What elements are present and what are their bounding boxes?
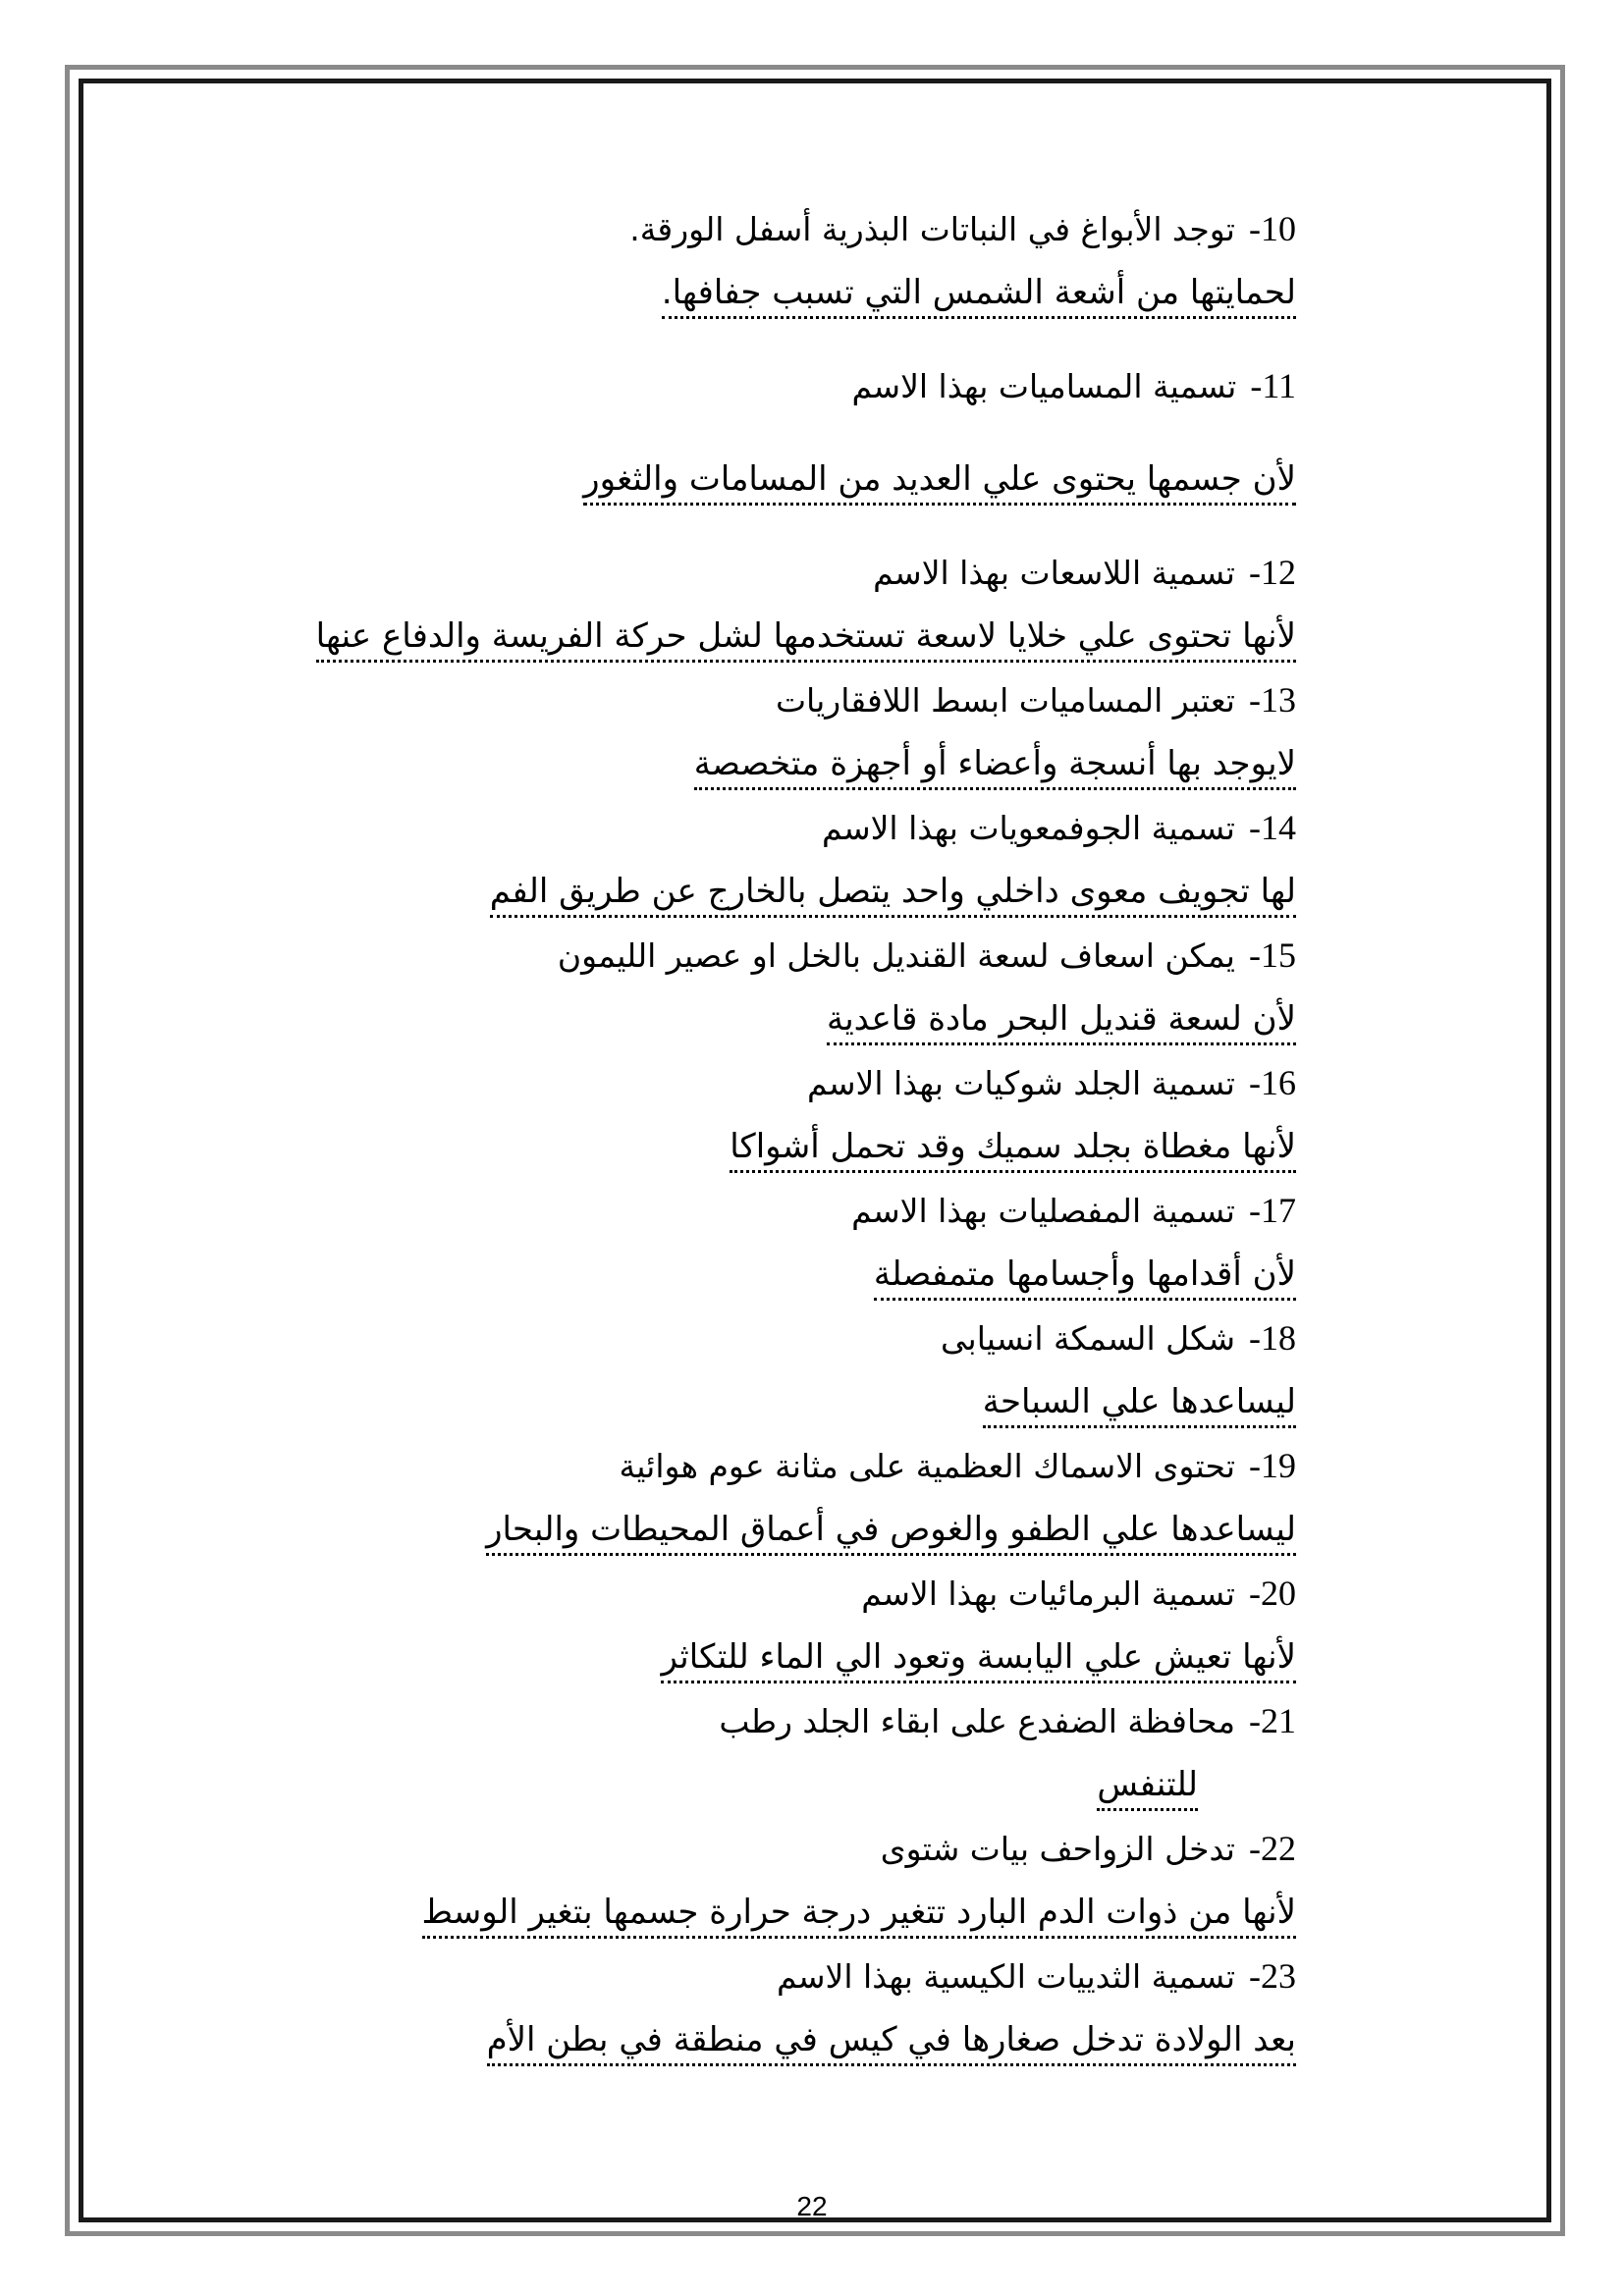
item-number: 14 [1261,808,1296,847]
answer-line [373,860,1296,923]
question-text: تسمية الثدييات الكيسية بهذا الاسم [776,1957,1235,1996]
question-line [373,1944,1296,2008]
question-text: يمكن اسعاف لسعة القنديل بالخل او عصير الليمون [557,936,1235,975]
answer-text: لأنها مغطاة بجلد سميك وقد تحمل أشواكا [730,1127,1296,1173]
answer-text: ليساعدها علي الطفو والغوص في أعماق المحيطات والبحار [486,1510,1296,1556]
question-line [373,1561,1296,1626]
list-item [315,540,1296,667]
question-line [373,795,1296,860]
item-number: 16 [1261,1063,1296,1102]
question-line [373,1050,1296,1115]
question-line [373,667,1296,732]
answer-text: بعد الولادة تدخل صغارها في كيس في منطقة في بطن الأم [487,2020,1296,2066]
list-item [373,1178,1296,1306]
item-number: 18 [1261,1318,1296,1358]
answer-line [373,261,1296,324]
item-number: 10 [1261,209,1296,248]
answer-line [373,732,1296,795]
item-dash: - [1249,553,1261,592]
question-line [373,540,1296,605]
question-text: تسمية الجوفمعويات بهذا الاسم [821,809,1235,847]
list-item [373,1050,1296,1178]
answer-line [373,1243,1296,1306]
answer-line [373,1115,1296,1178]
item-dash: - [1249,1701,1261,1740]
list-item [373,1944,1296,2071]
item-dash: - [1249,680,1261,720]
item-dash: - [1250,366,1263,405]
answer-text: لأن أقدامها وأجسامها متمفصلة [874,1255,1296,1301]
question-text: تعتبر المساميات ابسط اللافقاريات [775,681,1235,720]
question-line [373,1306,1296,1370]
question-text: محافظة الضفدع على ابقاء الجلد رطب [719,1702,1235,1740]
question-line [373,1178,1296,1243]
item-number: 23 [1261,1956,1296,1996]
list-item [373,667,1296,795]
item-number: 21 [1261,1701,1296,1740]
item-dash: - [1249,1446,1261,1485]
list-item [373,353,1296,510]
item-number: 22 [1261,1829,1296,1868]
item-number: 13 [1261,680,1296,720]
item-number: 15 [1261,935,1296,975]
answer-text: لأنها تعيش علي اليابسة وتعود الي الماء للتكاثر [661,1637,1296,1683]
answer-line [373,1370,1296,1433]
question-text: توجد الأبواغ في النباتات البذرية أسفل الورقة. [629,210,1235,248]
answer-line [373,1626,1296,1688]
item-dash: - [1249,1956,1261,1996]
item-dash: - [1249,935,1261,975]
question-text: شكل السمكة انسيابى [941,1319,1235,1358]
list-item [373,196,1296,324]
list-item [373,923,1296,1050]
answer-line [373,1881,1296,1944]
item-number: 12 [1261,553,1296,592]
question-text: تدخل الزواحف بيات شتوى [880,1830,1235,1868]
answer-text: ليساعدها علي السباحة [983,1382,1296,1428]
item-dash: - [1249,1063,1261,1102]
question-line [373,1816,1296,1881]
item-dash: - [1249,1191,1261,1230]
answer-text: لحمايتها من أشعة الشمس التي تسبب جفافها. [662,273,1296,319]
list-item [373,1561,1296,1688]
question-line [373,353,1296,418]
answer-line [373,2008,1296,2071]
item-number: 11 [1262,366,1296,405]
question-text: تحتوى الاسماك العظمية على مثانة عوم هوائية [619,1447,1235,1485]
list-item [373,795,1296,923]
answer-text: لأن لسعة قنديل البحر مادة قاعدية [827,999,1296,1045]
answer-line [373,448,1296,510]
answer-line [373,1753,1296,1816]
list-item [373,1433,1296,1561]
question-line [373,196,1296,261]
question-line [373,1688,1296,1753]
list-item [373,1816,1296,1944]
question-line [373,923,1296,988]
answer-text: لها تجويف معوى داخلي واحد يتصل بالخارج عن طريق الفم [490,872,1296,918]
answer-text: للتنفس [1097,1765,1198,1811]
question-text: تسمية البرمائيات بهذا الاسم [861,1575,1235,1613]
question-text: تسمية الجلد شوكيات بهذا الاسم [806,1064,1235,1102]
item-dash: - [1249,1829,1261,1868]
list-item [373,1688,1296,1816]
item-number: 19 [1261,1446,1296,1485]
item-dash: - [1249,1318,1261,1358]
answer-line [373,1498,1296,1561]
item-dash: - [1249,1574,1261,1613]
item-number: 17 [1261,1191,1296,1230]
item-number: 20 [1261,1574,1296,1613]
question-text: تسمية اللاسعات بهذا الاسم [873,554,1235,592]
answer-list [315,196,1296,2071]
answer-text: لأنها تحتوى علي خلايا لاسعة تستخدمها لشل حركة الفريسة والدفاع عنها [316,616,1296,663]
question-line [373,1433,1296,1498]
page-number: 22 [796,2191,828,2221]
answer-line [315,605,1296,667]
answer-text: لأنها من ذوات الدم البارد تتغير درجة حرارة جسمها بتغير الوسط [422,1893,1296,1939]
question-text: تسمية المفصليات بهذا الاسم [851,1192,1235,1230]
list-item [373,1306,1296,1433]
answer-line [373,988,1296,1050]
answer-text: لايوجد بها أنسجة وأعضاء أو أجهزة متخصصة [694,744,1296,790]
answer-text: لأن جسمها يحتوى علي العديد من المسامات والثغور [583,459,1296,506]
item-dash: - [1249,808,1261,847]
question-text: تسمية المساميات بهذا الاسم [851,367,1237,405]
item-dash: - [1249,209,1261,248]
